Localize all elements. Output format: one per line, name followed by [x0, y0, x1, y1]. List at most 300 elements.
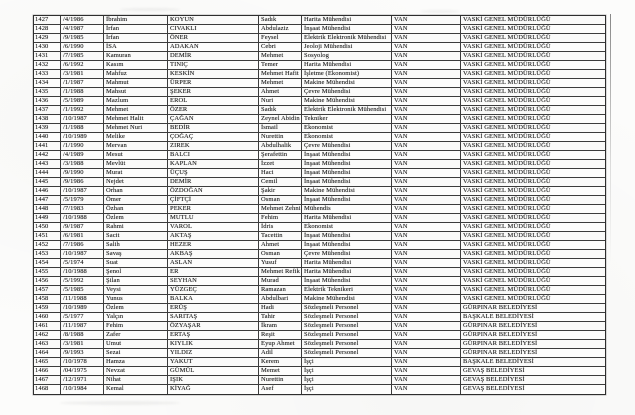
cell-organization: VASKİ GENEL MÜDÜRLÜĞÜ — [461, 25, 605, 34]
cell-first_name: Rahmi — [104, 223, 168, 232]
cell-organization: VASKİ GENEL MÜDÜRLÜĞÜ — [461, 160, 605, 169]
scan-smudge — [120, 8, 180, 11]
cell-birthdate: /10/1988 — [61, 214, 104, 223]
cell-birthdate: /04/1975 — [61, 367, 104, 376]
cell-province: VAN — [392, 34, 461, 43]
cell-no: 1444 — [34, 169, 61, 178]
cell-province: VAN — [392, 43, 461, 52]
cell-organization: VASKİ GENEL MÜDÜRLÜĞÜ — [461, 88, 605, 97]
cell-father_name: Mehmet Zehni — [261, 205, 301, 212]
cell-surname: ER — [168, 268, 259, 277]
cell-first_name: Yunus — [104, 295, 168, 304]
cell-surname: SEYHAN — [168, 277, 259, 286]
cell-first_name: Nejdet — [104, 178, 168, 187]
cell-province: VAN — [392, 79, 461, 88]
cell-province: VAN — [392, 358, 461, 367]
table-row — [34, 259, 605, 268]
cell-first_name: İbrahim — [104, 16, 168, 25]
cell-no: 1438 — [34, 115, 61, 124]
cell-profession: Makine Mühendisi — [302, 187, 392, 196]
cell-province: VAN — [392, 70, 461, 79]
cell-province: VAN — [392, 178, 461, 187]
table-row — [34, 187, 605, 196]
cell-first_name: Yalçın — [104, 313, 168, 322]
cell-organization: VASKİ GENEL MÜDÜRLÜĞÜ — [461, 70, 605, 79]
cell-birthdate: /6/1992 — [61, 61, 104, 70]
cell-organization: VASKİ GENEL MÜDÜRLÜĞÜ — [461, 196, 605, 205]
cell-father_name: Osman — [259, 196, 302, 205]
cell-birthdate: /7/1986 — [61, 241, 104, 250]
cell-father_name: Nuri — [259, 97, 302, 106]
cell-profession: İşçi — [302, 385, 392, 394]
cell-profession: Makine Mühendisi — [302, 295, 392, 304]
cell-surname: ŞEKER — [168, 88, 259, 97]
cell-first_name: İrfan — [104, 25, 168, 34]
cell-organization: VASKİ GENEL MÜDÜRLÜĞÜ — [461, 187, 605, 196]
cell-province: VAN — [392, 313, 461, 322]
cell-birthdate: /10/1984 — [61, 385, 104, 394]
table-row — [34, 52, 605, 61]
cell-surname: BALKA — [168, 295, 259, 304]
cell-province: VAN — [392, 169, 461, 178]
cell-first_name: Murat — [104, 169, 168, 178]
cell-profession: Sözleşmeli Personel — [302, 304, 392, 313]
cell-first_name: Özlem — [104, 214, 168, 223]
cell-no: 1451 — [34, 232, 61, 241]
cell-no: 1458 — [34, 295, 61, 304]
cell-surname: ÇİFTÇİ — [168, 196, 259, 205]
cell-surname: ÜRPER — [168, 79, 259, 88]
cell-surname: YAKUT — [168, 358, 259, 367]
cell-surname: EROL — [168, 97, 259, 106]
cell-father_name: Memet — [259, 367, 302, 376]
table-row — [34, 61, 605, 70]
cell-surname: BEDİR — [168, 124, 259, 133]
table-row — [34, 142, 605, 151]
cell-surname: ÇAĞAN — [168, 115, 259, 124]
cell-organization: VASKİ GENEL MÜDÜRLÜĞÜ — [461, 115, 605, 124]
cell-no: 1435 — [34, 88, 61, 97]
cell-surname: ÇOĞAÇ — [168, 133, 259, 142]
cell-organization: VASKİ GENEL MÜDÜRLÜĞÜ — [461, 106, 605, 115]
cell-surname: ÖZER — [168, 106, 259, 115]
cell-profession: Çevre Mühendisi — [302, 142, 392, 151]
table-row — [34, 205, 605, 214]
cell-province: VAN — [392, 268, 461, 277]
table-row — [34, 196, 605, 205]
cell-organization: GÜRPINAR BELEDİYESİ — [461, 349, 605, 358]
cell-father_name: Ramazan — [259, 286, 302, 295]
table-row — [34, 304, 605, 313]
cell-first_name: Nevzat — [104, 367, 168, 376]
cell-organization: VASKİ GENEL MÜDÜRLÜĞÜ — [461, 214, 605, 223]
cell-father_name: Murad — [259, 277, 302, 286]
cell-birthdate: /5/1989 — [61, 97, 104, 106]
cell-province: VAN — [392, 214, 461, 223]
cell-surname: DEMİR — [168, 52, 259, 61]
cell-birthdate: /1/1988 — [61, 88, 104, 97]
cell-no: 1431 — [34, 52, 61, 61]
cell-province: VAN — [392, 232, 461, 241]
cell-organization: VASKİ GENEL MÜDÜRLÜĞÜ — [461, 97, 605, 106]
cell-province: VAN — [392, 277, 461, 286]
cell-profession: Elektrik Elektronik Mühendisi — [302, 106, 392, 115]
cell-profession: Sözleşmeli Personel — [302, 331, 392, 340]
table-row — [34, 25, 605, 34]
cell-province: VAN — [392, 340, 461, 349]
cell-first_name: Şenol — [104, 268, 168, 277]
cell-surname: ÖNER — [168, 34, 259, 43]
table-row — [34, 133, 605, 142]
cell-organization: VASKİ GENEL MÜDÜRLÜĞÜ — [461, 223, 605, 232]
cell-surname: KIYLIK — [168, 340, 259, 349]
cell-first_name: Mahmut — [104, 79, 168, 88]
cell-father_name: Nurettin — [259, 376, 302, 385]
cell-birthdate: /8/1988 — [61, 331, 104, 340]
cell-father_name: Asef — [259, 385, 302, 394]
cell-father_name: Sadık — [259, 106, 302, 115]
cell-no: 1454 — [34, 259, 61, 268]
cell-first_name: İSA — [104, 43, 168, 52]
cell-province: VAN — [392, 16, 461, 25]
cell-surname: HEZER — [168, 241, 259, 250]
cell-profession: Tekniker — [302, 115, 392, 124]
cell-organization: VASKİ GENEL MÜDÜRLÜĞÜ — [461, 52, 605, 61]
cell-birthdate: /10/1978 — [61, 358, 104, 367]
cell-no: 1437 — [34, 106, 61, 115]
cell-surname: SARITAŞ — [168, 313, 259, 322]
cell-profession: İşçi — [302, 358, 392, 367]
cell-organization: VASKİ GENEL MÜDÜRLÜĞÜ — [461, 268, 605, 277]
cell-no: 1467 — [34, 376, 61, 385]
cell-organization: GEVAŞ BELEDİYESİ — [461, 376, 605, 385]
cell-first_name: Mevlüt — [104, 160, 168, 169]
cell-province: VAN — [392, 367, 461, 376]
cell-no: 1434 — [34, 79, 61, 88]
cell-first_name: Mesut — [104, 151, 168, 160]
cell-profession: İnşaat Mühendisi — [302, 277, 392, 286]
table-row — [34, 277, 605, 286]
cell-no: 1445 — [34, 178, 61, 187]
cell-organization: VASKİ GENEL MÜDÜRLÜĞÜ — [461, 259, 605, 268]
cell-province: VAN — [392, 331, 461, 340]
cell-father_name: Mehmet Refik — [259, 268, 302, 277]
cell-profession: Sözleşmeli Personel — [302, 313, 392, 322]
table-row — [34, 232, 605, 241]
cell-profession: İşçi — [302, 376, 392, 385]
table-row — [34, 349, 605, 358]
cell-no: 1468 — [34, 385, 61, 394]
cell-organization: GÜRPINAR BELEDİYESİ — [461, 340, 605, 349]
cell-father_name: İdris — [259, 223, 302, 232]
cell-birthdate: /1/1990 — [61, 142, 104, 151]
cell-father_name: Tacettin — [259, 232, 302, 241]
table-row — [34, 358, 605, 367]
cell-profession: Harita Mühendisi — [302, 268, 392, 277]
cell-birthdate: /10/1989 — [61, 304, 104, 313]
cell-profession: İnşaat Mühendisi — [302, 241, 392, 250]
cell-father_name: Feysel — [259, 34, 302, 43]
cell-first_name: Nihat — [104, 376, 168, 385]
cell-surname: KOYUN — [168, 16, 259, 25]
cell-birthdate: /10/1987 — [61, 115, 104, 124]
table-row — [34, 250, 605, 259]
cell-no: 1463 — [34, 340, 61, 349]
cell-surname: BALCI — [168, 151, 259, 160]
cell-no: 1441 — [34, 142, 61, 151]
cell-organization: VASKİ GENEL MÜDÜRLÜĞÜ — [461, 16, 605, 25]
cell-profession: İnşaat Mühendisi — [302, 196, 392, 205]
cell-surname: ASLAN — [168, 259, 259, 268]
scan-smudge — [420, 10, 460, 13]
cell-profession: Makine Mühendisi — [302, 79, 392, 88]
scan-smudge — [60, 401, 180, 405]
cell-father_name: Mehmet Hafit — [259, 70, 302, 79]
cell-no: 1465 — [34, 358, 61, 367]
cell-organization: VASKİ GENEL MÜDÜRLÜĞÜ — [461, 250, 605, 259]
cell-first_name: Fehim — [104, 322, 168, 331]
cell-profession: İnşaat Mühendisi — [302, 151, 392, 160]
cell-birthdate: /7/1983 — [61, 205, 104, 214]
cell-birthdate: /4/1986 — [61, 16, 104, 25]
table-row — [34, 313, 605, 322]
cell-surname: VAROL — [168, 223, 259, 232]
cell-profession: Harita Mühendisi — [302, 16, 392, 25]
cell-father_name: Reşit — [259, 331, 302, 340]
table-row — [34, 286, 605, 295]
cell-profession: Çevre Mühendisi — [302, 250, 392, 259]
cell-birthdate: /1/1988 — [61, 124, 104, 133]
cell-province: VAN — [392, 259, 461, 268]
cell-profession: Sözleşmeli Personel — [302, 322, 392, 331]
cell-province: VAN — [392, 223, 461, 232]
cell-surname: ERÜŞ — [168, 304, 259, 313]
table-row — [34, 160, 605, 169]
cell-no: 1453 — [34, 250, 61, 259]
cell-surname: PEKER — [168, 205, 259, 214]
cell-father_name: İkram — [259, 322, 302, 331]
cell-father_name: Ahmet — [259, 241, 302, 250]
cell-no: 1429 — [34, 34, 61, 43]
cell-profession: İnşaat Mühendisi — [302, 160, 392, 169]
table-row — [34, 88, 605, 97]
cell-surname: KAPLAN — [168, 160, 259, 169]
cell-province: VAN — [392, 97, 461, 106]
cell-birthdate: /10/1989 — [61, 133, 104, 142]
cell-birthdate: /3/1981 — [61, 70, 104, 79]
cell-profession: Ekonomist — [302, 133, 392, 142]
cell-father_name: Şakir — [259, 187, 302, 196]
cell-surname: TINIÇ — [168, 61, 259, 70]
cell-organization: GÜRPINAR BELEDİYESİ — [461, 331, 605, 340]
cell-birthdate: /3/1988 — [61, 160, 104, 169]
cell-profession: İşletme (Ekonomist) — [302, 70, 392, 79]
cell-birthdate: /9/1985 — [61, 34, 104, 43]
cell-birthdate: /11/1988 — [61, 295, 104, 304]
cell-surname: KESKİN — [168, 70, 259, 79]
cell-province: VAN — [392, 124, 461, 133]
cell-organization: BAŞKALE BELEDİYESİ — [461, 358, 605, 367]
cell-father_name: Osman — [259, 250, 302, 259]
cell-birthdate: /5/1992 — [61, 277, 104, 286]
cell-organization: VASKİ GENEL MÜDÜRLÜĞÜ — [461, 277, 605, 286]
cell-birthdate: /10/1987 — [61, 250, 104, 259]
cell-birthdate: /5/1985 — [61, 286, 104, 295]
cell-father_name: Kerem — [259, 358, 302, 367]
cell-father_name: Haci — [259, 169, 302, 178]
cell-first_name: Umut — [104, 340, 168, 349]
cell-province: VAN — [392, 241, 461, 250]
cell-surname: AKTAŞ — [168, 232, 259, 241]
table-row — [34, 385, 605, 394]
cell-no: 1443 — [34, 160, 61, 169]
cell-surname: ADAKAN — [168, 43, 259, 52]
cell-no: 1432 — [34, 61, 61, 70]
cell-profession: İnşaat Mühendisi — [302, 169, 392, 178]
cell-organization: VASKİ GENEL MÜDÜRLÜĞÜ — [461, 133, 605, 142]
cell-province: VAN — [392, 295, 461, 304]
cell-profession: Ekonomist — [302, 223, 392, 232]
table-row — [34, 106, 605, 115]
cell-no: 1457 — [34, 286, 61, 295]
cell-first_name: Mehmet Halit — [104, 115, 168, 124]
cell-no: 1450 — [34, 223, 61, 232]
cell-profession: İnşaat Mühendisi — [302, 25, 392, 34]
cell-no: 1461 — [34, 322, 61, 331]
table-row — [34, 70, 605, 79]
cell-surname: YILDIZ — [168, 349, 259, 358]
cell-surname: DEMİR — [168, 178, 259, 187]
cell-organization: VASKİ GENEL MÜDÜRLÜĞÜ — [461, 205, 605, 214]
cell-first_name: Ömer — [104, 196, 168, 205]
cell-first_name: Kasım — [104, 61, 168, 70]
cell-organization: VASKİ GENEL MÜDÜRLÜĞÜ — [461, 178, 605, 187]
cell-surname: MUTLU — [168, 214, 259, 223]
cell-birthdate: /7/1985 — [61, 52, 104, 61]
cell-father_name: Cemil — [259, 178, 302, 187]
cell-father_name: Abdulhalik — [259, 142, 302, 151]
cell-no: 1460 — [34, 313, 61, 322]
table-row — [34, 124, 605, 133]
cell-no: 1462 — [34, 331, 61, 340]
cell-birthdate: /4/1987 — [61, 25, 104, 34]
cell-first_name: Veysi — [104, 286, 168, 295]
cell-province: VAN — [392, 52, 461, 61]
cell-no: 1442 — [34, 151, 61, 160]
cell-father_name: Eyup Ahmet — [259, 340, 302, 349]
cell-surname: ÜÇUŞ — [168, 169, 259, 178]
cell-profession: Sözleşmeli Personel — [302, 349, 392, 358]
cell-father_name: Şerafettin — [259, 151, 302, 160]
table-row — [34, 34, 605, 43]
cell-surname: ÖZDOĞAN — [168, 187, 259, 196]
table-row — [34, 268, 605, 277]
cell-first_name: Kamuran — [104, 52, 168, 61]
cell-birthdate: /3/1981 — [61, 340, 104, 349]
cell-birthdate: /5/1974 — [61, 259, 104, 268]
page-edge-line — [610, 14, 611, 264]
table-row — [34, 151, 605, 160]
cell-province: VAN — [392, 196, 461, 205]
table-row — [34, 322, 605, 331]
cell-first_name: Mahfuz — [104, 70, 168, 79]
cell-province: VAN — [392, 61, 461, 70]
table-row — [34, 16, 605, 25]
cell-organization: VASKİ GENEL MÜDÜRLÜĞÜ — [461, 34, 605, 43]
cell-first_name: Hamza — [104, 358, 168, 367]
cell-profession: Elektrik Elektronik Mühendisi — [302, 34, 392, 43]
cell-organization: VASKİ GENEL MÜDÜRLÜĞÜ — [461, 79, 605, 88]
table-row — [34, 223, 605, 232]
cell-profession: İşçi — [302, 367, 392, 376]
cell-organization: VASKİ GENEL MÜDÜRLÜĞÜ — [461, 142, 605, 151]
cell-first_name: Özhan — [104, 205, 168, 214]
cell-surname: AKBAŞ — [168, 250, 259, 259]
table-row — [34, 295, 605, 304]
cell-birthdate: /5/1979 — [61, 196, 104, 205]
cell-province: VAN — [392, 349, 461, 358]
cell-father_name: Nurettin — [259, 133, 302, 142]
cell-province: VAN — [392, 25, 461, 34]
cell-organization: VASKİ GENEL MÜDÜRLÜĞÜ — [461, 124, 605, 133]
cell-organization: VASKİ GENEL MÜDÜRLÜĞÜ — [461, 61, 605, 70]
table-row — [34, 376, 605, 385]
cell-province: VAN — [392, 88, 461, 97]
cell-no: 1466 — [34, 367, 61, 376]
cell-first_name: Mahsut — [104, 88, 168, 97]
cell-province: VAN — [392, 115, 461, 124]
cell-father_name: Ahmet — [259, 88, 302, 97]
cell-birthdate: /5/1977 — [61, 313, 104, 322]
cell-father_name: Zeynel Abidin — [259, 115, 302, 124]
cell-profession: Harita Mühendisi — [302, 214, 392, 223]
cell-organization: VASKİ GENEL MÜDÜRLÜĞÜ — [461, 286, 605, 295]
cell-no: 1449 — [34, 214, 61, 223]
cell-organization: GEVAŞ BELEDİYESİ — [461, 367, 605, 376]
cell-birthdate: /9/1986 — [61, 178, 104, 187]
cell-profession: Sözleşmeli Personel — [302, 340, 392, 349]
cell-province: VAN — [392, 187, 461, 196]
records-table — [33, 15, 606, 395]
cell-first_name: Kemal — [104, 385, 168, 394]
cell-birthdate: /10/1988 — [61, 268, 104, 277]
cell-surname: IŞIK — [168, 376, 259, 385]
cell-birthdate: /10/1987 — [61, 187, 104, 196]
cell-surname: ERTAŞ — [168, 331, 259, 340]
cell-province: VAN — [392, 286, 461, 295]
cell-no: 1455 — [34, 268, 61, 277]
table-row — [34, 214, 605, 223]
cell-first_name: İrfan — [104, 34, 168, 43]
cell-organization: BAŞKALE BELEDİYESİ — [461, 313, 605, 322]
cell-father_name: Fehim — [259, 214, 302, 223]
cell-first_name: Suat — [104, 259, 168, 268]
cell-no: 1433 — [34, 70, 61, 79]
cell-province: VAN — [392, 205, 461, 214]
table-row — [34, 115, 605, 124]
cell-birthdate: /9/1990 — [61, 169, 104, 178]
cell-profession: Makine Mühendisi — [302, 97, 392, 106]
cell-father_name: İsmail — [259, 124, 302, 133]
cell-first_name: Zafer — [104, 331, 168, 340]
cell-province: VAN — [392, 385, 461, 394]
cell-organization: GÜRPINAR BELEDİYESİ — [461, 322, 605, 331]
cell-organization: VASKİ GENEL MÜDÜRLÜĞÜ — [461, 295, 605, 304]
cell-surname: KİYAĞ — [168, 385, 259, 394]
cell-first_name: Sezai — [104, 349, 168, 358]
cell-profession: Harita Mühendisi — [302, 61, 392, 70]
cell-profession: İnşaat Mühendisi — [302, 232, 392, 241]
